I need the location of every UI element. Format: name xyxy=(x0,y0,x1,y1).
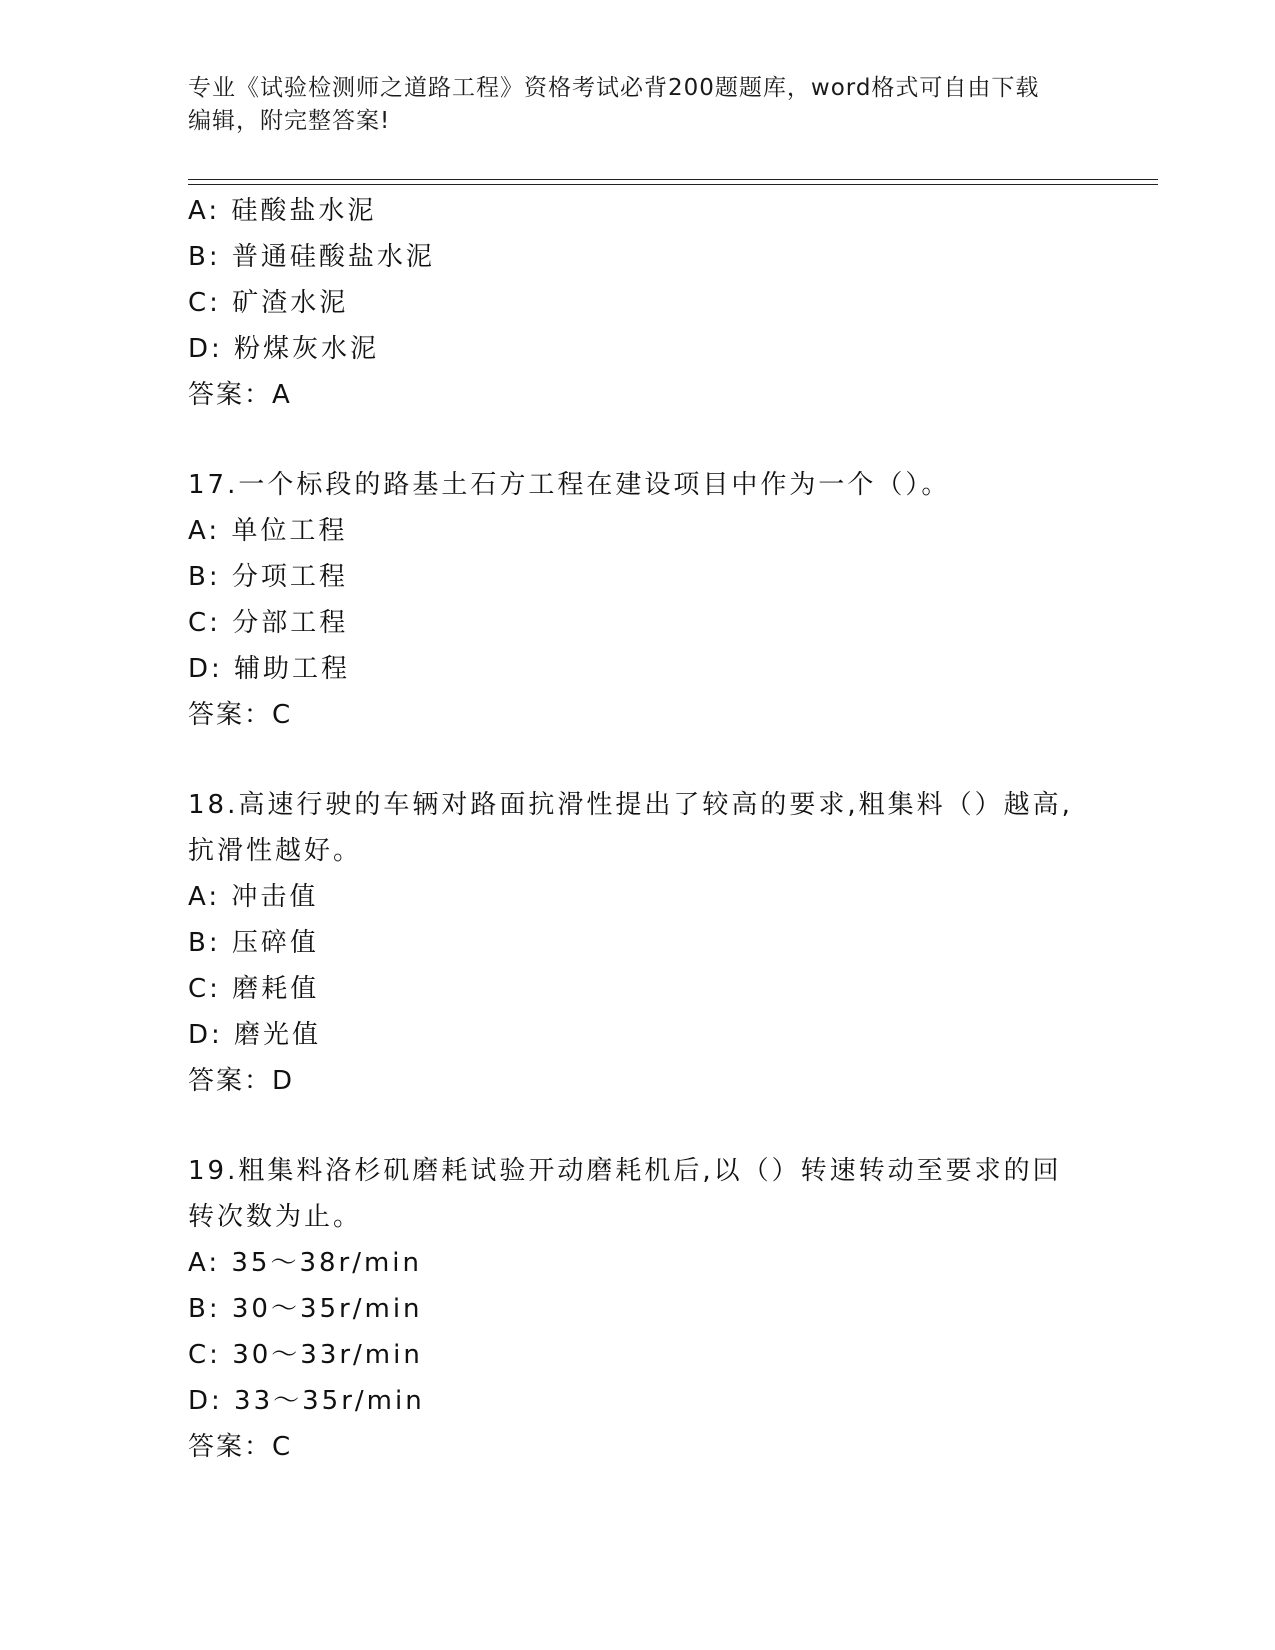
option-text: 普通硅酸盐水泥 xyxy=(231,242,435,272)
header-rule-top xyxy=(188,179,1158,180)
option-text: 矿渣水泥 xyxy=(232,288,349,318)
answer-value: A xyxy=(272,380,292,410)
document-header xyxy=(188,72,1088,138)
question-block-17 xyxy=(188,462,1148,738)
header-title-line-1: 专业《试验检测师之道路工程》资格考试必背200题题库，word格式可自由下载 xyxy=(188,75,1040,101)
option-b xyxy=(188,554,1148,600)
option-text: 硅酸盐水泥 xyxy=(231,196,377,226)
option-key: B: xyxy=(188,1294,221,1324)
option-a xyxy=(188,188,1148,234)
question-stem-line-2: 转次数为止。 xyxy=(188,1202,363,1232)
question-stem-line-2: 抗滑性越好。 xyxy=(188,836,363,866)
question-list xyxy=(188,188,1148,1470)
answer-line xyxy=(188,1424,1148,1470)
option-key: D: xyxy=(188,1020,223,1050)
option-key: D: xyxy=(188,1386,223,1416)
option-a xyxy=(188,1240,1148,1286)
option-a xyxy=(188,874,1148,920)
option-text: 冲击值 xyxy=(231,882,319,912)
option-text: 30～35r/min xyxy=(231,1294,423,1324)
option-key: A: xyxy=(188,516,221,546)
option-c xyxy=(188,600,1148,646)
answer-value: C xyxy=(272,1432,293,1462)
question-stem-line-1: 18.高速行驶的车辆对路面抗滑性提出了较高的要求,粗集料（）越高, xyxy=(188,790,1073,820)
option-key: A: xyxy=(188,1248,221,1278)
option-text: 磨光值 xyxy=(234,1020,322,1050)
option-text: 压碎值 xyxy=(231,928,319,958)
option-d xyxy=(188,1012,1148,1058)
option-d xyxy=(188,1378,1148,1424)
header-rule-bottom xyxy=(188,184,1158,185)
answer-value: D xyxy=(272,1066,295,1096)
option-key: D: xyxy=(188,654,223,684)
option-b xyxy=(188,1286,1148,1332)
option-c xyxy=(188,966,1148,1012)
option-text: 分部工程 xyxy=(232,608,349,638)
option-text: 单位工程 xyxy=(231,516,348,546)
answer-line xyxy=(188,1058,1148,1104)
option-key: B: xyxy=(188,928,221,958)
option-key: B: xyxy=(188,562,221,592)
option-key: D: xyxy=(188,334,223,364)
header-title-line-2: 编辑，附完整答案! xyxy=(188,108,391,134)
option-c xyxy=(188,280,1148,326)
option-key: A: xyxy=(188,196,221,226)
option-d xyxy=(188,326,1148,372)
answer-label: 答案： xyxy=(188,1066,273,1096)
option-text: 30～33r/min xyxy=(232,1340,423,1370)
option-key: B: xyxy=(188,242,221,272)
option-key: C: xyxy=(188,1340,221,1370)
option-text: 辅助工程 xyxy=(234,654,351,684)
option-text: 粉煤灰水泥 xyxy=(234,334,380,364)
option-text: 磨耗值 xyxy=(232,974,320,1004)
option-key: C: xyxy=(188,974,221,1004)
answer-line xyxy=(188,372,1148,418)
option-key: A: xyxy=(188,882,221,912)
answer-value: C xyxy=(272,700,293,730)
answer-label: 答案： xyxy=(188,1432,273,1462)
option-a xyxy=(188,508,1148,554)
option-text: 35～38r/min xyxy=(231,1248,423,1278)
answer-label: 答案： xyxy=(188,700,273,730)
option-text: 33～35r/min xyxy=(234,1386,425,1416)
question-stem-line-1: 19.粗集料洛杉矶磨耗试验开动磨耗机后,以（）转速转动至要求的回 xyxy=(188,1156,1062,1186)
answer-line xyxy=(188,692,1148,738)
option-b xyxy=(188,234,1148,280)
option-text: 分项工程 xyxy=(231,562,348,592)
question-block-18 xyxy=(188,782,1148,1104)
option-b xyxy=(188,920,1148,966)
option-d xyxy=(188,646,1148,692)
question-block-19 xyxy=(188,1148,1148,1470)
question-block-prev xyxy=(188,188,1148,418)
question-stem: 17.一个标段的路基土石方工程在建设项目中作为一个（）。 xyxy=(188,470,951,500)
option-key: C: xyxy=(188,288,221,318)
answer-label: 答案： xyxy=(188,380,273,410)
option-c xyxy=(188,1332,1148,1378)
option-key: C: xyxy=(188,608,221,638)
